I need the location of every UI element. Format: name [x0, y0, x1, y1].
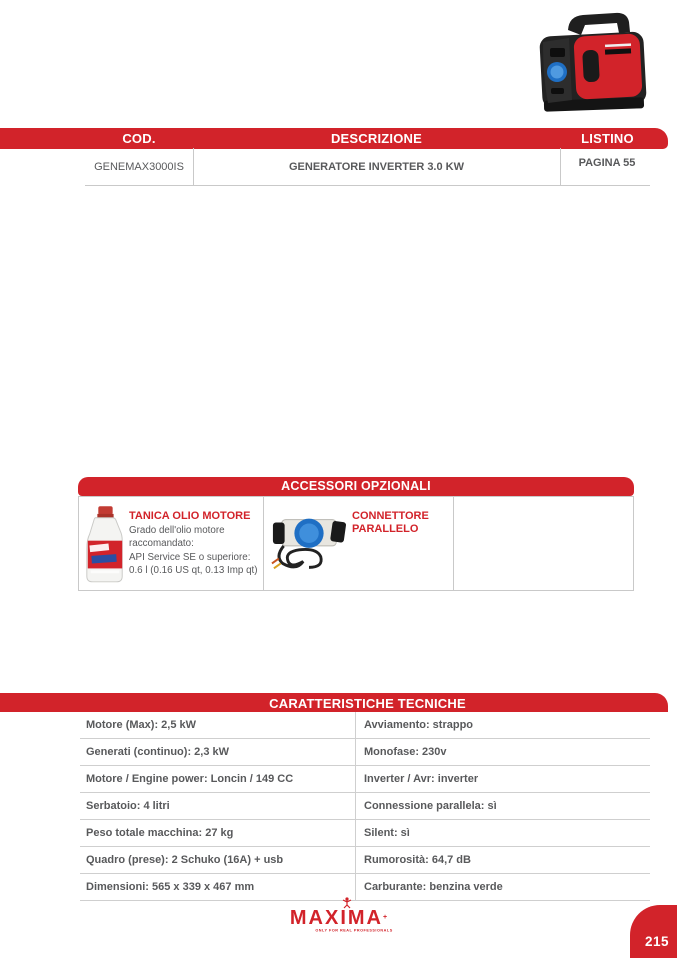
accessory-item-parallel-connector — [263, 497, 453, 590]
spec-value: Motore / Engine power: Loncin / 149 CC — [86, 773, 294, 785]
specs-title: CARATTERISTICHE TECNICHE — [269, 696, 466, 711]
maxima-logo — [282, 907, 397, 938]
accessories-title: ACCESSORI OPZIONALI — [281, 479, 431, 493]
spec-row — [80, 793, 650, 820]
spec-row — [80, 820, 650, 847]
listino-column-header: LISTINO — [581, 131, 634, 146]
table-divider — [560, 148, 561, 185]
descrizione-column-header: DESCRIZIONE — [330, 131, 423, 146]
accessory-text-line: API Service SE o superiore: — [129, 551, 251, 563]
spec-value: Carburante: benzina verde — [355, 874, 650, 900]
spec-value: Silent: sì — [355, 820, 650, 846]
accessory-item-empty — [453, 497, 633, 590]
oil-bottle-photo — [83, 504, 127, 590]
table-divider — [193, 148, 194, 185]
page-number: 215 — [644, 934, 669, 949]
jumping-figure-icon — [342, 897, 352, 909]
spec-value: Avviamento: strappo — [355, 712, 650, 738]
accessory-item-oil-tank — [79, 497, 263, 590]
spec-row — [80, 847, 650, 874]
spec-value: Inverter / Avr: inverter — [355, 766, 650, 792]
spec-row — [80, 712, 650, 739]
accessory-title-oil: TANICA OLIO MOTORE — [129, 510, 251, 522]
spec-value: Rumorosità: 64,7 dB — [355, 847, 650, 873]
spec-value: Monofase: 230v — [355, 739, 650, 765]
spec-value: Peso totale macchina: 27 kg — [86, 827, 234, 839]
accessories-box — [78, 496, 634, 591]
table-rule — [85, 185, 650, 186]
specs-table — [80, 712, 650, 901]
oil-bottle-image — [83, 504, 127, 585]
accessory-text-line: Grado dell'olio motore — [129, 525, 225, 536]
spec-value: Quadro (prese): 2 Schuko (16A) + usb — [86, 854, 284, 866]
generator-product-photo — [523, 8, 663, 118]
brand-tagline: ONLY FOR REAL PROFESSIONALS — [315, 928, 393, 933]
spec-row — [80, 739, 650, 766]
brand-mark: + — [383, 914, 390, 921]
spec-value: Serbatoio: 4 litri — [86, 800, 170, 812]
page-number-corner — [630, 905, 677, 958]
product-code: GENEMAX3000IS — [94, 161, 184, 173]
accessory-text-line: 0.6 l (0.16 US qt, 0.13 Imp qt) — [129, 565, 258, 577]
spec-value: Motore (Max): 2,5 kW — [86, 719, 197, 731]
brand-name: MAXIMA — [289, 907, 383, 929]
accessory-text-line: raccomandato: — [129, 538, 194, 550]
parallel-connector-image — [270, 510, 348, 574]
spec-row — [80, 874, 650, 901]
spec-value: Dimensioni: 565 x 339 x 467 mm — [86, 881, 255, 893]
product-listino-page: PAGINA 55 — [578, 157, 636, 169]
inverter-generator-image — [523, 8, 663, 118]
spec-value: Generati (continuo): 2,3 kW — [86, 746, 230, 758]
parallel-connector-photo — [270, 510, 348, 579]
accessory-title-connector: CONNETTORE PARALLELO — [352, 510, 429, 535]
product-description: GENERATORE INVERTER 3.0 KW — [288, 161, 464, 173]
spec-value: Connessione parallela: sì — [355, 793, 650, 819]
cod-column-header: COD. — [122, 131, 156, 146]
spec-row — [80, 766, 650, 793]
